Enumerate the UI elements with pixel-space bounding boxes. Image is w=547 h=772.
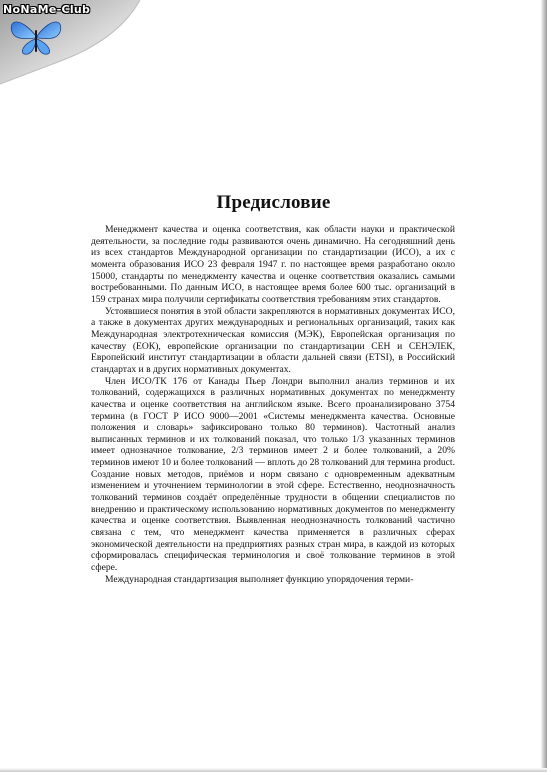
watermark-label: NoNaMe-Club bbox=[3, 3, 91, 16]
paragraph: Член ИСО/ТК 176 от Канады Пьер Лондри выполнил анализ терминов и их толкований, содержащихся в различных нормативных документах по менеджменту качества и оценке соответствия на английском языке. Всего проанализировано 3754 термина (в ГОСТ Р ИСО 9000—2001 «Системы менеджмента качества. Основные положения и словарь» зафиксировано только 80 терминов). Частотный анализ выписанных терминов и их толкований показал, что только 1/3 указанных терминов имеет однозначное толкование, 2/3 терминов имеет 2 и более толкований, а 20% терминов имеют 10 и более толкований — вплоть до 28 толкований для термина product. Создание новых методов, приёмов и норм связано с одновременным адекватным изменением и уточнением терминологии в этой сфере. Естественно, неоднозначность толкований терминов создаёт определённые трудности в общении специалистов по внедрению и практическому использованию нормативных документов по менеджменту качества и оценке соответствия. Выявленная неоднозначность толкований частично связана с тем, что менеджмент качества применяется в различных сферах экономической деятельности на предприятиях разных стран мира, в каждой из которых сформировалась специфическая терминология и своё толкование терминов в этой сфере. bbox=[91, 375, 455, 574]
paragraph: Устоявшиеся понятия в этой области закрепляются в нормативных документах ИСО, а также в документах других международных и региональных организаций, таких как Международная электротехническая комиссия (МЭК), Европейская организация по качеству (ЕОК), европейские организации по стандартизации СЕН и СЕНЭЛЕК, Европейский институт стандартизации в области дальней связи (ETSI), в Российский стандартах и в других нормативных документах. bbox=[91, 305, 455, 375]
paragraph: Менеджмент качества и оценка соответствия, как области науки и практической деятельности, за последние годы развиваются очень динамично. На сегодняшний день из всех стандартов Международной организации по стандартизации (ИСО), а их с момента образования ИСО 23 февраля 1947 г. по настоящее время разработано около 15000, стандарты по менеджменту качества и оценке соответствия оказались самыми востребованными. По данным ИСО, в настоящее время более 600 тыс. организаций в 159 странах мира получили сертификаты соответствия требованиям этих стандартов. bbox=[91, 224, 455, 305]
butterfly-icon bbox=[6, 14, 66, 60]
page-title: Предисловие bbox=[216, 192, 331, 213]
body-text bbox=[91, 224, 455, 585]
page-right-edge bbox=[541, 0, 547, 772]
paragraph: Международная стандартизация выполняет функцию упорядочения терми- bbox=[105, 573, 414, 585]
watermark-corner bbox=[0, 0, 150, 90]
page-bottom-edge bbox=[0, 768, 547, 772]
